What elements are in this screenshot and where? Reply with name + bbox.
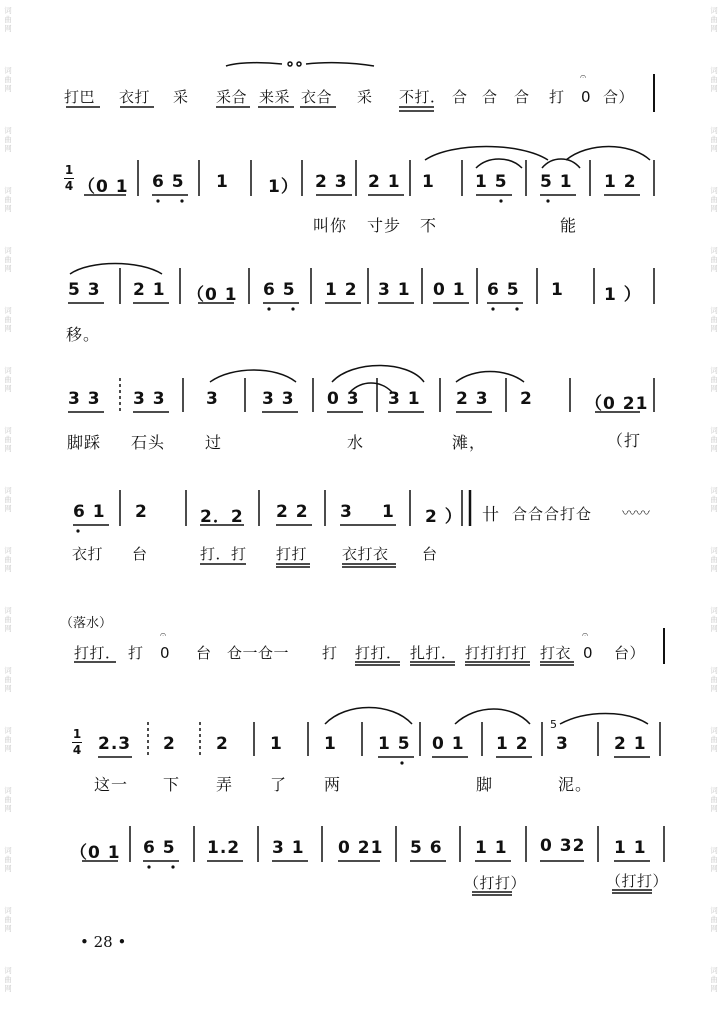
- watermark-text: 词曲网: [710, 66, 718, 93]
- note-group: 1: [270, 734, 283, 754]
- watermark-text: 词曲网: [4, 666, 12, 693]
- slur: [560, 714, 648, 725]
- percussion-token: 0: [160, 644, 171, 662]
- percussion-token: 台: [196, 644, 212, 662]
- note-group: 1.2: [207, 838, 241, 858]
- watermark-text: 词曲网: [4, 546, 12, 573]
- octave-dot: [76, 529, 79, 532]
- watermark-text: 词曲网: [4, 126, 12, 153]
- lyric: 寸步: [367, 216, 402, 235]
- note-group: 0 1: [432, 734, 465, 754]
- octave-dot: [147, 865, 150, 868]
- note-group: （0 21: [585, 394, 649, 414]
- note-group: 0 3: [327, 389, 360, 409]
- percussion-token: （打打）: [464, 874, 527, 892]
- note-group: 2: [216, 734, 229, 754]
- slur: [425, 147, 548, 161]
- note-group: 2: [163, 734, 176, 754]
- percussion-token: 打打．: [355, 644, 402, 662]
- watermark-text: 词曲网: [4, 606, 12, 633]
- watermark-text: 词曲网: [710, 546, 718, 573]
- watermark-text: 词曲网: [710, 306, 718, 333]
- fermata-icon: 𝄐: [160, 628, 167, 641]
- note-group: 6 5: [143, 838, 176, 858]
- watermark-text: 词曲网: [710, 726, 718, 753]
- note-group: 1 5: [378, 734, 411, 754]
- time-signature-top: 1: [72, 727, 82, 741]
- page-number: • 28 •: [80, 933, 127, 951]
- note-group: （0 1: [70, 843, 121, 863]
- octave-dot: [291, 307, 294, 310]
- note-group: 6 5: [487, 280, 520, 300]
- percussion-token: 衣打: [72, 545, 104, 563]
- tremolo-dot: [297, 62, 301, 66]
- slur: [325, 708, 412, 725]
- note-group: 5 3: [68, 280, 101, 300]
- slur: [456, 372, 524, 383]
- watermark-text: 词曲网: [710, 846, 718, 873]
- lyric: 弄: [216, 775, 234, 794]
- note-group: 2: [520, 389, 533, 409]
- watermark-text: 词曲网: [710, 666, 718, 693]
- slur: [210, 370, 296, 382]
- watermark-text: 词曲网: [4, 186, 12, 213]
- note-group: 2 1: [368, 172, 401, 192]
- percussion-token: 合: [514, 88, 530, 106]
- percussion-token: 0: [583, 644, 594, 662]
- lyric: （打: [607, 431, 642, 450]
- tremolo-wave: 〰〰: [622, 506, 650, 522]
- note-group: 6 5: [263, 280, 296, 300]
- percussion-token: 衣打: [119, 88, 151, 106]
- note-group: 3 3: [68, 389, 101, 409]
- page-number-value: 28: [93, 933, 113, 951]
- lyric: 泥。: [558, 775, 593, 794]
- note-group: 1: [422, 172, 435, 192]
- percussion-token: 合）: [603, 88, 635, 106]
- watermark-strip-left: [0, 0, 16, 1030]
- note-group: 1: [324, 734, 337, 754]
- percussion-token: 打: [322, 644, 338, 662]
- slur: [70, 264, 162, 275]
- lyric: 过: [205, 433, 223, 452]
- note-group: 3 3: [262, 389, 295, 409]
- note-group: 0 32: [540, 836, 586, 856]
- lyric: 了: [270, 775, 288, 794]
- watermark-text: 词曲网: [710, 6, 718, 33]
- note-group: 3: [206, 389, 219, 409]
- note-group: 2 1: [614, 734, 647, 754]
- note-group: 1 2: [604, 172, 637, 192]
- percussion-token: 打: [128, 644, 144, 662]
- watermark-text: 词曲网: [710, 966, 718, 993]
- percussion-run: 合合合打仓: [512, 505, 593, 523]
- note-group: 6 5: [152, 172, 185, 192]
- percussion-token: 采: [173, 88, 189, 106]
- slur: [455, 709, 530, 724]
- watermark-text: 词曲网: [4, 966, 12, 993]
- time-signature-bottom: 4: [72, 743, 82, 757]
- watermark-text: 词曲网: [710, 906, 718, 933]
- watermark-text: 词曲网: [710, 246, 718, 273]
- note-group: 6 1: [73, 502, 106, 522]
- lyric: 滩，: [452, 433, 487, 452]
- watermark-text: 词曲网: [4, 846, 12, 873]
- watermark-text: 词曲网: [710, 126, 718, 153]
- note-group: 1）: [268, 177, 299, 197]
- note-group: 3 1: [388, 389, 421, 409]
- watermark-text: 词曲网: [710, 606, 718, 633]
- percussion-token: 来采: [259, 88, 291, 106]
- watermark-text: 词曲网: [4, 66, 12, 93]
- percussion-token: 仓一仓一: [227, 644, 290, 662]
- octave-dot: [546, 199, 549, 202]
- watermark-text: 词曲网: [4, 306, 12, 333]
- octave-dot: [491, 307, 494, 310]
- percussion-token: 台）: [614, 644, 646, 662]
- watermark-text: 词曲网: [710, 366, 718, 393]
- lyric: 下: [163, 775, 181, 794]
- watermark-text: 词曲网: [710, 786, 718, 813]
- note-group: 1: [382, 502, 395, 522]
- percussion-token: 合: [482, 88, 498, 106]
- percussion-token: 打巴: [64, 88, 96, 106]
- percussion-token: 打打．: [74, 644, 121, 662]
- tremolo-line: [226, 63, 374, 66]
- percussion-token: 衣合: [301, 88, 333, 106]
- slur: [476, 159, 522, 168]
- percussion-token: 打打: [276, 545, 308, 563]
- percussion-token: 打: [549, 88, 565, 106]
- percussion-token: 扎打．: [410, 644, 457, 662]
- note-group: 2.3: [98, 734, 132, 754]
- note-group: 2: [135, 502, 148, 522]
- fermata-icon: 𝄐: [582, 628, 589, 641]
- note-group: 3 3: [133, 389, 166, 409]
- octave-dot: [515, 307, 518, 310]
- note-group: 3: [556, 734, 569, 754]
- note-group: 1 5: [475, 172, 508, 192]
- percussion-token: 打．打: [200, 545, 247, 563]
- note-group: 1 1: [475, 838, 508, 858]
- note-group: 0 1: [433, 280, 466, 300]
- note-group: 3: [340, 502, 353, 522]
- time-signature-top: 1: [64, 163, 74, 177]
- time-signature: [70, 728, 84, 757]
- percussion-token: 合: [452, 88, 468, 106]
- percussion-token: 0: [581, 88, 592, 106]
- note-group: 1 2: [496, 734, 529, 754]
- lyric: 两: [324, 775, 342, 794]
- octave-dot: [180, 199, 183, 202]
- octave-dot: [400, 761, 403, 764]
- percussion-token: 衣打衣: [342, 545, 389, 563]
- watermark-text: 词曲网: [4, 246, 12, 273]
- lyric: 脚踩: [67, 433, 102, 452]
- note-group: 2 ）: [425, 507, 463, 527]
- watermark-text: 词曲网: [710, 426, 718, 453]
- watermark-text: 词曲网: [4, 426, 12, 453]
- time-signature-bottom: 4: [64, 179, 74, 193]
- watermark-text: 词曲网: [4, 366, 12, 393]
- slur: [566, 147, 650, 161]
- lyric: 叫你: [313, 216, 348, 235]
- free-time-sign: 卄: [482, 505, 500, 525]
- note-group: 5 6: [410, 838, 443, 858]
- note-group: 5 1: [540, 172, 573, 192]
- percussion-token: 打衣: [540, 644, 572, 662]
- fermata-icon: 𝄐: [580, 70, 587, 83]
- note-group: 2 3: [315, 172, 348, 192]
- percussion-token: 采: [357, 88, 373, 106]
- percussion-token: 采合: [216, 88, 248, 106]
- grace-note: 5: [550, 718, 557, 731]
- percussion-token: 台: [132, 545, 148, 563]
- note-group: 1: [551, 280, 564, 300]
- lyric: 这一: [94, 775, 129, 794]
- note-group: 2 2: [276, 502, 309, 522]
- octave-dot: [267, 307, 270, 310]
- note-group: 3 1: [378, 280, 411, 300]
- note-group: 2 3: [456, 389, 489, 409]
- lyric: 石头: [131, 433, 166, 452]
- lyric: 水: [347, 433, 365, 452]
- time-signature: [62, 164, 76, 193]
- note-group: 0 21: [338, 838, 384, 858]
- watermark-text: 词曲网: [4, 786, 12, 813]
- lyric: 移。: [66, 325, 101, 344]
- watermark-text: 词曲网: [710, 186, 718, 213]
- slur: [332, 366, 424, 383]
- note-group: （0 1: [78, 177, 129, 197]
- note-group: 3 1: [272, 838, 305, 858]
- note-group: 2．2: [200, 507, 244, 527]
- watermark-text: 词曲网: [4, 6, 12, 33]
- watermark-text: 词曲网: [4, 726, 12, 753]
- note-group: 1 1: [614, 838, 647, 858]
- percussion-token: 不打．: [399, 88, 446, 106]
- watermark-text: 词曲网: [710, 486, 718, 513]
- watermark-strip-right: [706, 0, 722, 1030]
- note-group: 1: [216, 172, 229, 192]
- octave-dot: [499, 199, 502, 202]
- watermark-text: 词曲网: [4, 906, 12, 933]
- slur: [542, 159, 580, 168]
- note-group: 1 ）: [604, 285, 642, 305]
- section-label: （落水）: [60, 616, 113, 631]
- lyric: 不: [420, 216, 438, 235]
- note-group: 2 1: [133, 280, 166, 300]
- tremolo-dot: [288, 62, 292, 66]
- octave-dot: [156, 199, 159, 202]
- lyric: 能: [560, 216, 578, 235]
- percussion-token: （打打）: [606, 872, 669, 890]
- note-group: （0 1: [187, 285, 238, 305]
- lyric: 脚: [476, 775, 494, 794]
- octave-dot: [171, 865, 174, 868]
- percussion-token: 打打打打: [465, 644, 528, 662]
- note-group: 1 2: [325, 280, 358, 300]
- watermark-text: 词曲网: [4, 486, 12, 513]
- percussion-token: 台: [422, 545, 438, 563]
